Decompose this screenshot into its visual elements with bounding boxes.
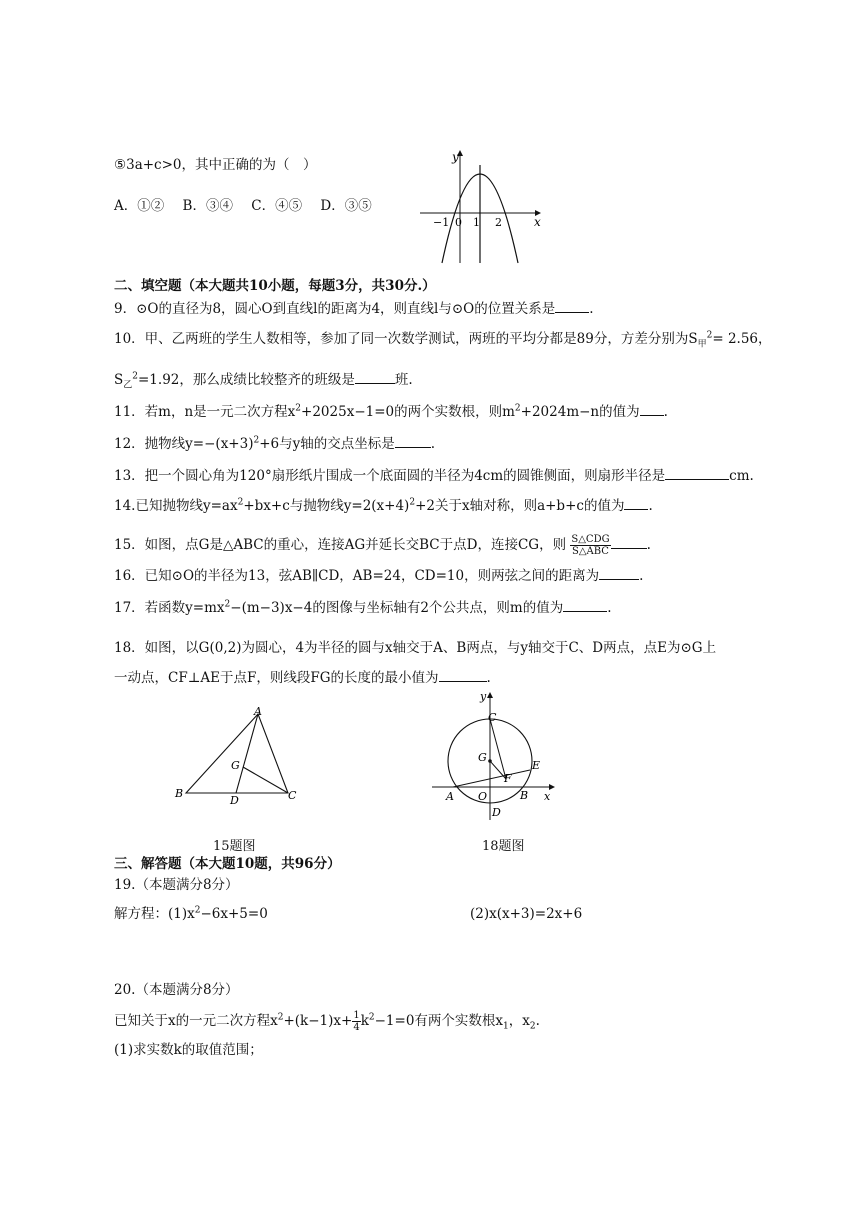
option-d[interactable]: D．③⑤	[320, 198, 372, 214]
question-14: 14.已知抛物线$y=ax^2+bx+c$与抛物线$y=2(x+4)^2+2$关于x轴对称，则a+b+c的值为 .	[114, 497, 653, 514]
label-e: E	[532, 759, 541, 772]
label-g: G	[478, 751, 487, 764]
tick-1: 1	[473, 216, 480, 229]
segment-ae	[453, 770, 530, 787]
q8-options	[114, 197, 372, 215]
area-ratio-fraction: $\frac{\text{S△CDG}}{\text{S△ABC}}$	[571, 534, 610, 557]
label-y: y	[480, 690, 487, 703]
section-3-header: 三、解答题（本大题10题，共96分）	[114, 856, 341, 872]
parabola-graph	[412, 145, 547, 265]
label-x: x	[544, 790, 551, 803]
option-a[interactable]: A．①②	[114, 198, 165, 214]
tick-0: 0	[455, 216, 462, 229]
label-o: O	[478, 790, 488, 803]
question-10-line1: 10．甲、乙两班的学生人数相等，参加了同一次数学测试，两班的平均分都是89分，方差分别为$S_甲^2= 2.56$，	[114, 330, 772, 350]
question-18-line2: 一动点，CF⊥AE于点F，则线段FG的长度的最小值为 .	[114, 670, 491, 686]
label-c: C	[488, 711, 497, 724]
question-10-line2: $S_乙^2=1.92$，那么成绩比较整齐的班级是 班.	[114, 371, 413, 391]
x-axis-label: x	[534, 215, 541, 229]
question-19-part2: (2)x(x+3)=2x+6	[470, 906, 583, 922]
question-20-statement: 已知关于x的一元二次方程$x^2+(k-1)x+$ $\frac{1}{4}$ $k^2-1=0$有两个实数根$x_1$，$x_2$.	[114, 1010, 540, 1033]
y-axis-label: y	[452, 150, 459, 164]
figure-18-caption: 18题图	[482, 839, 525, 854]
label-f: F	[504, 772, 512, 785]
figure-18-circle	[430, 688, 560, 823]
question-17: 17．若函数$y=mx^2-(m-3)x-4$的图像与坐标轴有2个公共点，则m的值为 .	[114, 599, 612, 616]
question-12: 12．抛物线$y=-(x+3)^2+6$与y轴的交点坐标是 .	[114, 435, 436, 452]
label-b: B	[175, 787, 184, 800]
figure-15-caption: 15题图	[213, 839, 256, 854]
question-19-part1: 解方程：$(1)x^2-6x+5=0$	[114, 905, 268, 922]
segment-cg	[243, 767, 288, 793]
option-c[interactable]: C．④⑤	[251, 198, 303, 214]
label-d: D	[230, 794, 239, 807]
section-2-header: 二、填空题（本大题共10小题，每题3分，共30分.）	[114, 278, 436, 294]
question-19-head: 19.（本题满分8分）	[114, 877, 239, 893]
option-b[interactable]: B．③④	[182, 198, 233, 214]
tick-2: 2	[495, 216, 502, 229]
label-c: C	[288, 789, 297, 802]
point-g	[488, 759, 492, 763]
question-15: 15．如图，点G是△ABC的重心，连接AG并延长交BC于点D，连接CG，则 $\frac{\text{S△CDG}}{\text{S△ABC}}$ .	[114, 534, 651, 557]
question-11: 11．若m，n是一元二次方程$x^2+2025x-1=0$的两个实数根，则$m^2+2024m-n$的值为 .	[114, 403, 668, 420]
question-13: 13．把一个圆心角为120°扇形纸片围成一个底面圆的半径为4cm的圆锥侧面，则扇形半径是 cm.	[114, 468, 754, 484]
figure-15-triangle	[170, 700, 310, 815]
triangle-abc	[186, 714, 288, 793]
label-g: G	[231, 759, 240, 772]
label-a: A	[254, 705, 262, 718]
label-b: B	[520, 789, 529, 802]
quarter-fraction: $\frac{1}{4}$	[353, 1010, 360, 1033]
question-18-line1: 18．如图，以G(0,2)为圆心，4为半径的圆与x轴交于A、B两点，与y轴交于C、D两点，点E为⊙G上	[114, 640, 717, 656]
question-16: 16．已知⊙O的半径为13，弦AB∥CD，AB=24，CD=10，则两弦之间的距离为 .	[114, 568, 644, 584]
question-20-head: 20.（本题满分8分）	[114, 982, 239, 998]
question-20-part1: (1)求实数k的取值范围；	[114, 1042, 263, 1058]
tick-minus-1: −1	[433, 216, 450, 229]
question-9: 9．⊙O的直径为8，圆心O到直线l的距离为4，则直线l与⊙O的位置关系是 .	[114, 301, 594, 317]
label-a: A	[446, 790, 454, 803]
q8-tail: ⑤3a+c>0，其中正确的为（ ）	[114, 157, 317, 173]
label-d: D	[492, 806, 501, 819]
